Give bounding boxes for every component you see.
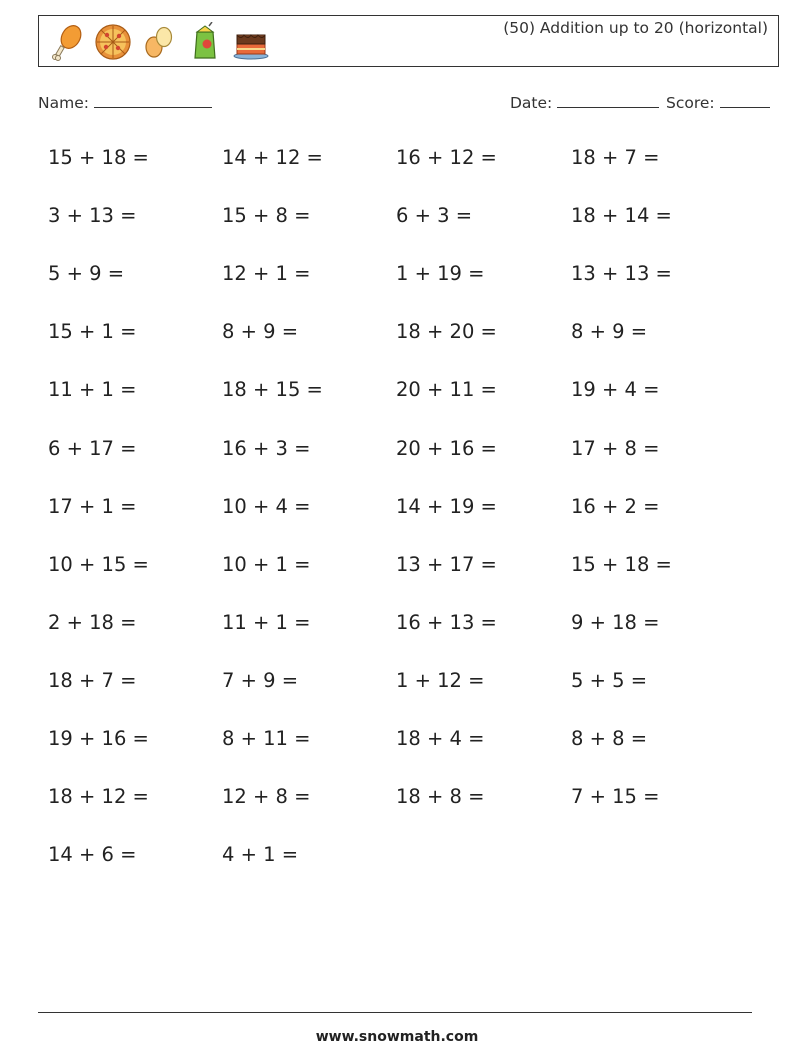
worksheet-header bbox=[38, 15, 779, 67]
problem: 10 + 4 = bbox=[222, 494, 311, 518]
problem: 18 + 8 = bbox=[396, 785, 485, 809]
problem: 19 + 4 = bbox=[571, 378, 660, 402]
problem: 15 + 18 = bbox=[571, 552, 672, 576]
cake-icon bbox=[231, 22, 271, 62]
problem: 11 + 1 = bbox=[222, 610, 311, 634]
problem: 10 + 1 = bbox=[222, 552, 311, 576]
problem: 16 + 2 = bbox=[571, 494, 660, 518]
problem: 17 + 8 = bbox=[571, 436, 660, 460]
problem: 14 + 6 = bbox=[48, 843, 137, 867]
name-blank[interactable] bbox=[94, 93, 212, 108]
problem: 3 + 13 = bbox=[48, 204, 137, 228]
juice-box-icon bbox=[185, 22, 225, 62]
date-blank[interactable] bbox=[557, 93, 659, 108]
problem: 2 + 18 = bbox=[48, 610, 137, 634]
footer-divider bbox=[38, 1012, 752, 1013]
problem: 7 + 9 = bbox=[222, 668, 299, 692]
problem: 10 + 15 = bbox=[48, 552, 149, 576]
problem: 5 + 5 = bbox=[571, 668, 648, 692]
problem: 20 + 11 = bbox=[396, 378, 497, 402]
problem: 16 + 12 = bbox=[396, 146, 497, 169]
problem: 6 + 3 = bbox=[396, 204, 473, 228]
problem: 11 + 1 = bbox=[48, 378, 137, 402]
problem: 5 + 9 = bbox=[48, 262, 125, 286]
problem: 14 + 12 = bbox=[222, 146, 323, 169]
problem: 7 + 15 = bbox=[571, 785, 660, 809]
problem: 8 + 9 = bbox=[571, 320, 648, 344]
problem: 16 + 3 = bbox=[222, 436, 311, 460]
food-icons bbox=[47, 22, 271, 62]
problem: 1 + 19 = bbox=[396, 262, 485, 286]
problem: 15 + 18 = bbox=[48, 146, 149, 169]
problem: 12 + 1 = bbox=[222, 262, 311, 286]
chicken-leg-icon bbox=[47, 22, 87, 62]
problem: 19 + 16 = bbox=[48, 727, 149, 750]
score-label: Score: bbox=[666, 94, 715, 112]
problem: 15 + 8 = bbox=[222, 204, 311, 228]
eggs-icon bbox=[139, 22, 179, 62]
date-field bbox=[510, 93, 659, 112]
score-field bbox=[666, 93, 770, 112]
problem: 13 + 13 = bbox=[571, 262, 672, 286]
problem: 16 + 13 = bbox=[396, 610, 497, 634]
problem: 14 + 19 = bbox=[396, 494, 497, 518]
problem: 9 + 18 = bbox=[571, 610, 660, 634]
problem: 20 + 16 = bbox=[396, 436, 497, 460]
problem: 18 + 20 = bbox=[396, 320, 497, 344]
problem: 8 + 8 = bbox=[571, 727, 648, 750]
worksheet-title: (50) Addition up to 20 (horizontal) bbox=[503, 19, 768, 37]
problem: 18 + 7 = bbox=[571, 146, 660, 169]
problem: 8 + 9 = bbox=[222, 320, 299, 344]
pizza-icon bbox=[93, 22, 133, 62]
problem: 1 + 12 = bbox=[396, 668, 485, 692]
problem: 4 + 1 = bbox=[222, 843, 299, 867]
problem: 18 + 7 = bbox=[48, 668, 137, 692]
date-label: Date: bbox=[510, 94, 553, 112]
problem: 8 + 11 = bbox=[222, 727, 311, 750]
name-label: Name: bbox=[38, 94, 89, 112]
problem: 12 + 8 = bbox=[222, 785, 311, 809]
problem: 18 + 4 = bbox=[396, 727, 485, 750]
problem: 15 + 1 = bbox=[48, 320, 137, 344]
problem: 13 + 17 = bbox=[396, 552, 497, 576]
name-field bbox=[38, 93, 212, 112]
footer-url: www.snowmath.com bbox=[315, 1029, 479, 1045]
problem: 18 + 14 = bbox=[571, 204, 672, 228]
score-blank[interactable] bbox=[720, 93, 770, 108]
problem: 18 + 15 = bbox=[222, 378, 323, 402]
problem: 18 + 12 = bbox=[48, 785, 149, 809]
problem: 17 + 1 = bbox=[48, 494, 137, 518]
problem: 6 + 17 = bbox=[48, 436, 137, 460]
